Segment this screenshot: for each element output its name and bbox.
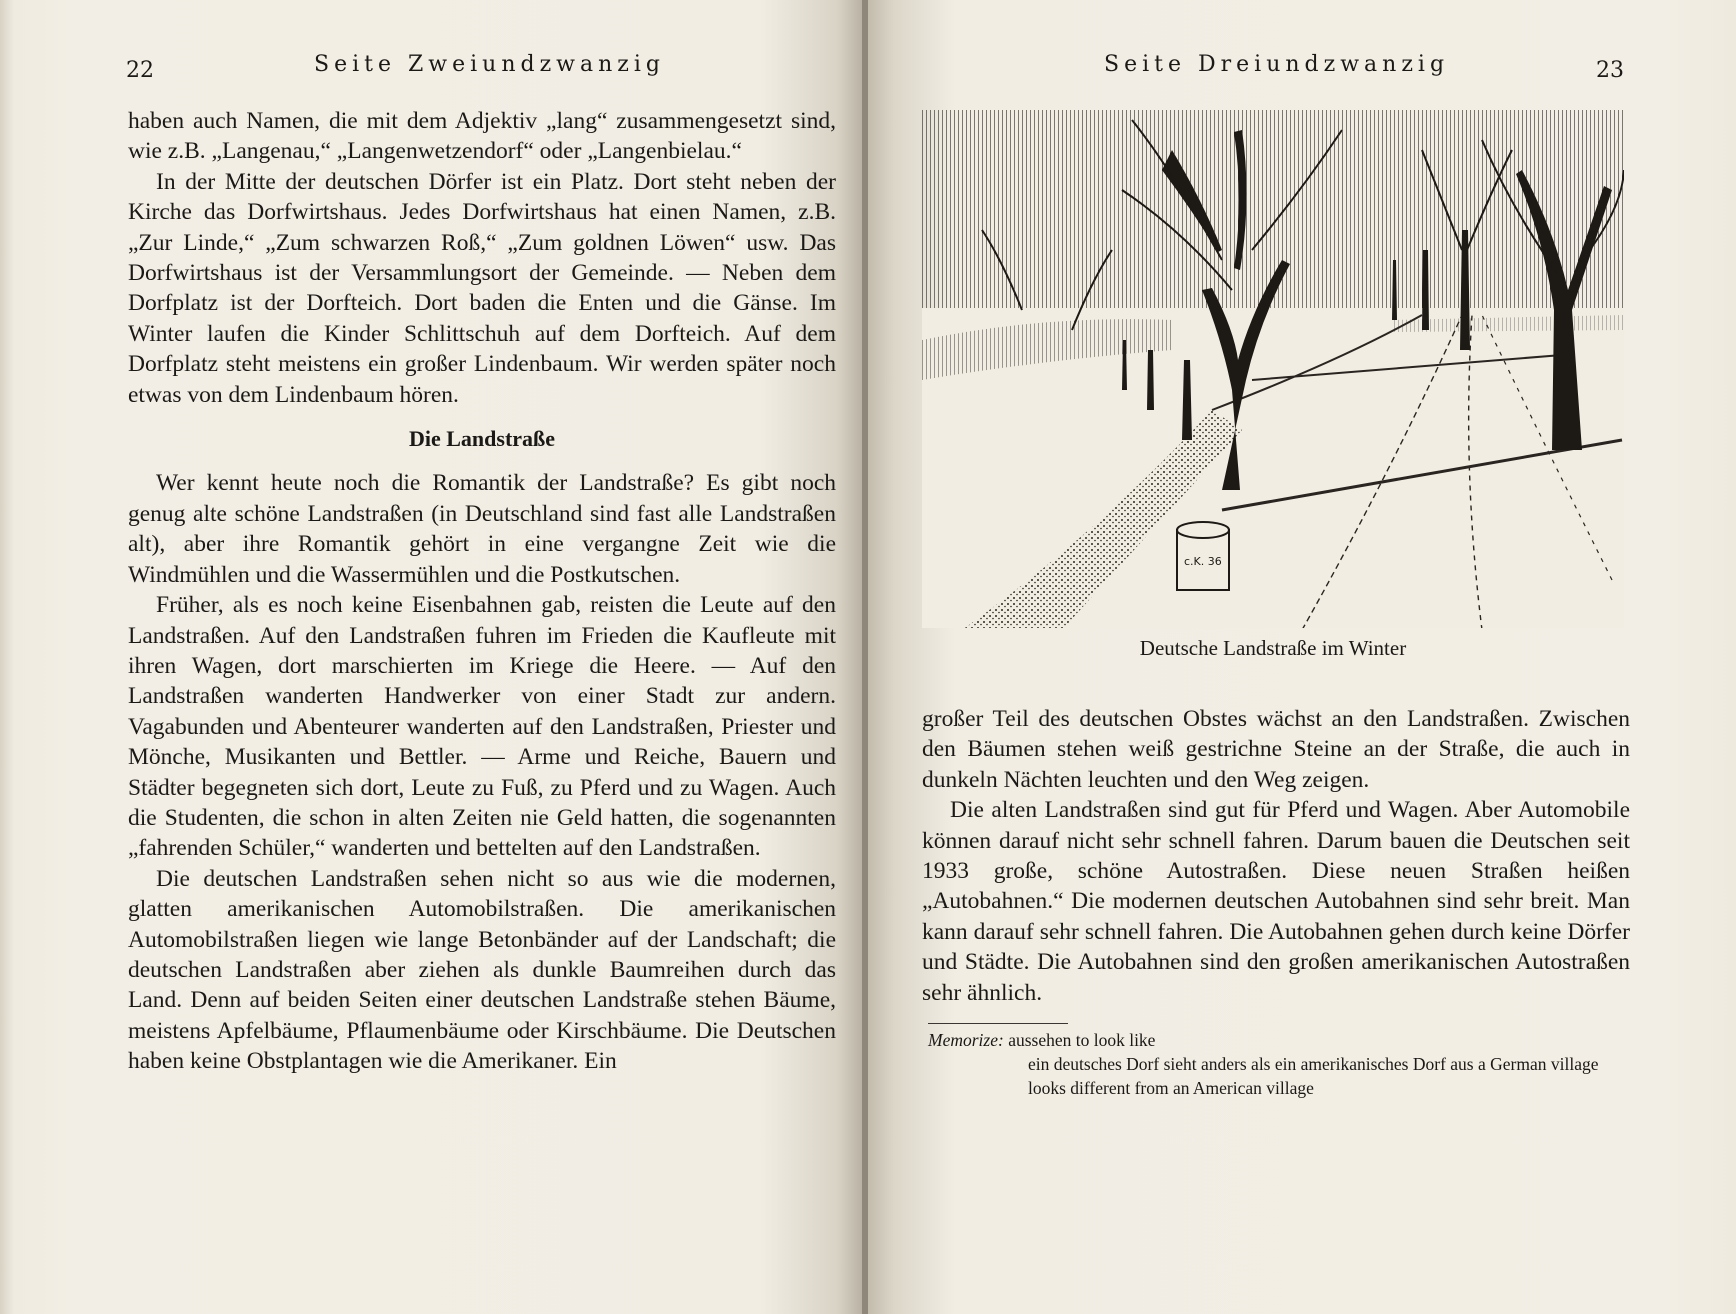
left-body-text <box>128 106 836 1077</box>
milestone-text: c.K. 36 <box>1184 555 1222 568</box>
paragraph: großer Teil des deutschen Obstes wächst an den Landstraßen. Zwischen den Bäumen stehen weiß gestrichne Steine an der Straße, die auch in dunkeln Nächten leuchten und den Weg zeigen. <box>922 706 1630 793</box>
section-heading: Die Landstraße <box>408 426 556 452</box>
memorize-box <box>928 1028 1628 1100</box>
paragraph: In der Mitte der deutschen Dörfer ist ein Platz. Dort steht neben der Kirche das Dorfwirtshaus. Jedes Dorfwirtshaus hat einen Namen, z.B. „Zur Linde,“ „Zum schwarzen Roß,“ „Zum goldnen Löwen“ usw. Das Dorfwirtshaus ist der Versammlungsort der Gemeinde. — Neben dem Dorfplatz ist der Dorfteich. Dort baden die Enten und die Gänse. Im Winter laufen die Kinder Schlittschuh auf dem Dorfteich. Auf dem Dorfplatz steht meistens ein großer Lindenbaum. Wir werden später noch etwas von dem Lindenbaum hören. <box>128 168 836 408</box>
milestone <box>1177 522 1229 590</box>
winter-road-illustration <box>922 110 1624 628</box>
page-edge <box>0 0 14 1314</box>
page-number-left: 22 <box>126 58 154 83</box>
paragraph: Wer kennt heute noch die Romantik der Landstraße? Es gibt noch genug alte schöne Landstraßen (in Deutschland sind fast alle Landstraßen alt), aber ihre Romantik gehört in eine vergangne Zeit wie die Windmühlen und die Wassermühlen und die Postkutschen. <box>128 470 836 588</box>
page-number-right: 23 <box>1596 58 1624 83</box>
paragraph: Die alten Landstraßen sind gut für Pferd und Wagen. Aber Automobile können darauf nicht sehr schnell fahren. Darum bauen die Deutschen seit 1933 große, schöne Autostraßen. Diese neuen Straßen heißen „Autobahnen.“ Die modernen deutschen Autobahnen sind sehr breit. Man kann darauf sehr schnell fahren. Die Autobahnen gehen durch keine Dörfer und Städte. Die Autobahnen sind den großen amerikanischen Autostraßen sehr ähnlich. <box>922 797 1630 1006</box>
running-header-left: Seite Zweiundzwanzig <box>314 52 665 77</box>
paragraph: Die deutschen Landstraßen sehen nicht so aus wie die modernen, glatten amerikanischen Automobilstraßen. Die amerikanischen Automobilstraßen liegen wie lange Betonbänder auf der Landschaft; die deutschen Landstraßen aber ziehen als dunkle Baumreihen durch das Land. Denn auf beiden Seiten einer deutschen Landstraße stehen Bäume, meistens Apfelbäume, Pflaumenbäume oder Kirschbäume. Die Deutschen haben keine Obstplantagen wie die Amerikaner. Ein <box>128 865 836 1075</box>
illustration-caption: Deutsche Landstraße im Winter <box>1139 636 1407 660</box>
paragraph: Früher, als es noch keine Eisenbahnen gab, reisten die Leute auf den Landstraßen. Auf den Landstraßen fuhren im Frieden die Kaufleute mit ihren Wagen, dort marschierten im Kriege die Heere. — Auf den Landstraßen wanderten Handwerker von einer Stadt zur andern. Vagabunden und Abenteurer wanderten auf den Landstraßen, Priester und Mönche, Musikanten und Bettler. — Arme und Reiche, Bauern und Städter begegneten sich dort, Leute zu Fuß, zu Pferd und zu Wagen. Auch die Studenten, die schon in alten Zeiten nie Geld hatten, die sogenannten „fahrenden Schüler,“ wanderten und bettelten auf den Landstraßen. <box>128 592 836 862</box>
memorize-line: ein deutsches Dorf sieht anders als ein amerikanisches Dorf aus a German village looks different from an American village <box>1028 1054 1599 1098</box>
memorize-line: aussehen to look like <box>1008 1030 1156 1050</box>
running-header-right: Seite Dreiundzwanzig <box>1104 52 1450 77</box>
right-body-text <box>922 704 1630 1008</box>
paragraph: haben auch Namen, die mit dem Adjektiv „lang“ zusammengesetzt sind, wie z.B. „Langenau,“ „Langenwetzendorf“ oder „Langenbielau.“ <box>128 108 836 165</box>
left-page <box>0 0 864 1314</box>
memorize-rule <box>928 1023 1068 1024</box>
memorize-label: Memorize: <box>928 1030 1004 1050</box>
